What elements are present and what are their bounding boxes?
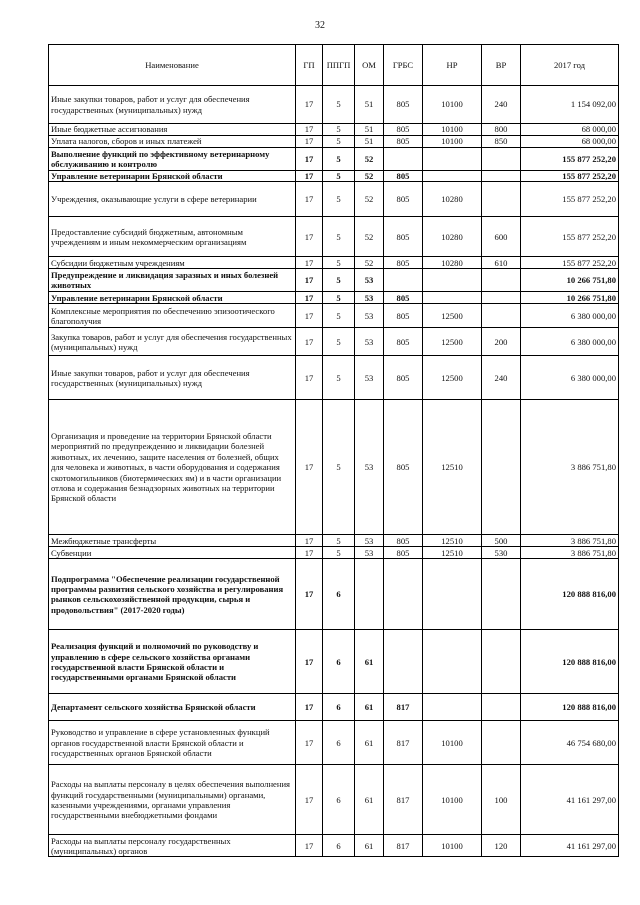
cell-vr (482, 304, 521, 328)
table-row (49, 400, 619, 535)
cell-amount: 3 886 751,80 (521, 547, 619, 559)
cell-nr (423, 171, 482, 182)
cell-grbs: 805 (384, 304, 423, 328)
cell-vr: 200 (482, 328, 521, 356)
cell-om: 52 (355, 257, 384, 269)
cell-om: 53 (355, 547, 384, 559)
cell-name: Субсидии бюджетным учреждениям (49, 257, 296, 269)
cell-amount: 10 266 751,80 (521, 292, 619, 304)
cell-grbs: 805 (384, 257, 423, 269)
cell-name: Управление ветеринарии Брянской области (49, 292, 296, 304)
cell-nr (423, 694, 482, 721)
cell-vr: 800 (482, 124, 521, 136)
cell-name: Субвенции (49, 547, 296, 559)
table-row (49, 328, 619, 356)
table-row (49, 630, 619, 694)
cell-amount: 3 886 751,80 (521, 535, 619, 547)
cell-gp: 17 (296, 257, 323, 269)
cell-nr: 12510 (423, 400, 482, 535)
cell-vr: 610 (482, 257, 521, 269)
cell-gp: 17 (296, 148, 323, 171)
cell-amount: 6 380 000,00 (521, 356, 619, 400)
cell-grbs: 805 (384, 356, 423, 400)
cell-ppgp: 6 (323, 559, 355, 630)
cell-ppgp: 5 (323, 304, 355, 328)
cell-gp: 17 (296, 400, 323, 535)
cell-vr: 240 (482, 86, 521, 124)
cell-name: Уплата налогов, сборов и иных платежей (49, 136, 296, 148)
cell-vr (482, 148, 521, 171)
cell-om: 61 (355, 835, 384, 857)
cell-nr (423, 269, 482, 292)
cell-ppgp: 5 (323, 269, 355, 292)
cell-gp: 17 (296, 217, 323, 257)
cell-amount: 1 154 092,00 (521, 86, 619, 124)
cell-nr: 12510 (423, 535, 482, 547)
header-gp: ГП (296, 45, 323, 86)
table-row (49, 535, 619, 547)
cell-amount: 155 877 252,20 (521, 217, 619, 257)
cell-grbs: 817 (384, 765, 423, 835)
cell-grbs: 805 (384, 124, 423, 136)
table-row (49, 356, 619, 400)
cell-om: 61 (355, 630, 384, 694)
table-row (49, 257, 619, 269)
cell-nr: 10280 (423, 217, 482, 257)
cell-amount: 6 380 000,00 (521, 304, 619, 328)
cell-vr (482, 559, 521, 630)
cell-grbs: 805 (384, 182, 423, 217)
cell-name: Выполнение функций по эффективному ветеринарному обслуживанию и контролю (49, 148, 296, 171)
cell-grbs: 805 (384, 547, 423, 559)
cell-grbs: 805 (384, 292, 423, 304)
cell-om: 52 (355, 171, 384, 182)
cell-ppgp: 5 (323, 328, 355, 356)
cell-nr: 10100 (423, 721, 482, 765)
cell-nr: 12500 (423, 328, 482, 356)
cell-amount: 68 000,00 (521, 136, 619, 148)
cell-nr: 10280 (423, 257, 482, 269)
cell-vr (482, 721, 521, 765)
cell-om (355, 559, 384, 630)
cell-gp: 17 (296, 835, 323, 857)
cell-vr: 600 (482, 217, 521, 257)
cell-gp: 17 (296, 182, 323, 217)
cell-ppgp: 5 (323, 356, 355, 400)
cell-nr: 10280 (423, 182, 482, 217)
cell-amount: 41 161 297,00 (521, 765, 619, 835)
cell-name: Организация и проведение на территории Брянской области мероприятий по предупреждению и ликвидации болезней животных, их лечению, защите населения от болезней, общих для человека и животных, в части оборудования и содержания скотомогильников (биотермических ям) и в части организации отлова и содержания безнадзорных животных на территории Брянской области (49, 400, 296, 535)
cell-grbs: 805 (384, 400, 423, 535)
cell-grbs: 805 (384, 136, 423, 148)
cell-grbs: 805 (384, 86, 423, 124)
cell-amount: 10 266 751,80 (521, 269, 619, 292)
cell-om: 61 (355, 721, 384, 765)
cell-gp: 17 (296, 304, 323, 328)
cell-name: Иные закупки товаров, работ и услуг для обеспечения государственных (муниципальных) нужд (49, 86, 296, 124)
table-row (49, 136, 619, 148)
cell-nr: 12500 (423, 304, 482, 328)
cell-ppgp: 6 (323, 765, 355, 835)
header-ppgp: ППГП (323, 45, 355, 86)
cell-gp: 17 (296, 535, 323, 547)
cell-ppgp: 5 (323, 292, 355, 304)
cell-ppgp: 5 (323, 124, 355, 136)
table-row (49, 547, 619, 559)
cell-om: 53 (355, 292, 384, 304)
cell-gp: 17 (296, 765, 323, 835)
cell-grbs: 817 (384, 835, 423, 857)
header-vr: ВР (482, 45, 521, 86)
cell-ppgp: 6 (323, 630, 355, 694)
table-row (49, 148, 619, 171)
cell-vr: 850 (482, 136, 521, 148)
cell-ppgp: 5 (323, 136, 355, 148)
budget-table (48, 44, 619, 857)
cell-gp: 17 (296, 356, 323, 400)
cell-ppgp: 6 (323, 835, 355, 857)
page-number: 32 (315, 20, 325, 31)
cell-nr (423, 148, 482, 171)
table-row (49, 292, 619, 304)
cell-gp: 17 (296, 171, 323, 182)
cell-ppgp: 5 (323, 400, 355, 535)
header-year: 2017 год (521, 45, 619, 86)
cell-nr: 10100 (423, 124, 482, 136)
header-om: ОМ (355, 45, 384, 86)
cell-ppgp: 6 (323, 721, 355, 765)
table-row (49, 694, 619, 721)
table-row (49, 124, 619, 136)
cell-om: 61 (355, 765, 384, 835)
cell-gp: 17 (296, 559, 323, 630)
cell-om: 51 (355, 136, 384, 148)
cell-amount: 155 877 252,20 (521, 257, 619, 269)
cell-ppgp: 5 (323, 182, 355, 217)
cell-ppgp: 5 (323, 171, 355, 182)
cell-grbs: 805 (384, 217, 423, 257)
cell-gp: 17 (296, 269, 323, 292)
cell-name: Закупка товаров, работ и услуг для обеспечения государственных (муниципальных) нужд (49, 328, 296, 356)
header-grbs: ГРБС (384, 45, 423, 86)
cell-vr: 100 (482, 765, 521, 835)
cell-nr: 12510 (423, 547, 482, 559)
table-row (49, 269, 619, 292)
cell-vr: 500 (482, 535, 521, 547)
cell-om: 53 (355, 535, 384, 547)
cell-nr: 10100 (423, 765, 482, 835)
cell-grbs: 817 (384, 721, 423, 765)
cell-name: Подпрограмма "Обеспечение реализации государственной программы развития сельского хозяйства и регулирования рынков сельскохозяйственной продукции, сырья и продовольствия" (2017-2020 годы) (49, 559, 296, 630)
cell-nr (423, 559, 482, 630)
cell-ppgp: 5 (323, 148, 355, 171)
cell-grbs (384, 148, 423, 171)
cell-om: 53 (355, 328, 384, 356)
table-header-row (49, 45, 619, 86)
cell-name: Межбюджетные трансферты (49, 535, 296, 547)
cell-gp: 17 (296, 630, 323, 694)
cell-grbs: 817 (384, 694, 423, 721)
cell-amount: 120 888 816,00 (521, 630, 619, 694)
cell-ppgp: 6 (323, 694, 355, 721)
cell-gp: 17 (296, 292, 323, 304)
cell-om: 53 (355, 400, 384, 535)
cell-vr (482, 182, 521, 217)
table-row (49, 721, 619, 765)
cell-vr (482, 292, 521, 304)
cell-grbs (384, 559, 423, 630)
cell-vr: 120 (482, 835, 521, 857)
cell-nr: 10100 (423, 835, 482, 857)
cell-grbs: 805 (384, 328, 423, 356)
table-row (49, 217, 619, 257)
cell-nr: 10100 (423, 86, 482, 124)
cell-grbs (384, 269, 423, 292)
cell-om: 52 (355, 217, 384, 257)
cell-amount: 120 888 816,00 (521, 694, 619, 721)
cell-om: 53 (355, 304, 384, 328)
cell-name: Иные закупки товаров, работ и услуг для обеспечения государственных (муниципальных) нужд (49, 356, 296, 400)
cell-ppgp: 5 (323, 257, 355, 269)
cell-grbs (384, 630, 423, 694)
cell-amount: 41 161 297,00 (521, 835, 619, 857)
cell-vr: 240 (482, 356, 521, 400)
cell-om: 53 (355, 269, 384, 292)
cell-grbs: 805 (384, 171, 423, 182)
cell-ppgp: 5 (323, 547, 355, 559)
cell-ppgp: 5 (323, 217, 355, 257)
cell-name: Иные бюджетные ассигнования (49, 124, 296, 136)
cell-ppgp: 5 (323, 535, 355, 547)
cell-name: Учреждения, оказывающие услуги в сфере ветеринарии (49, 182, 296, 217)
cell-vr (482, 171, 521, 182)
cell-amount: 3 886 751,80 (521, 400, 619, 535)
cell-grbs: 805 (384, 535, 423, 547)
cell-gp: 17 (296, 547, 323, 559)
cell-gp: 17 (296, 721, 323, 765)
cell-amount: 120 888 816,00 (521, 559, 619, 630)
cell-name: Реализация функций и полномочий по руководству и управлению в сфере сельского хозяйства органами государственной власти Брянской области и государственными органами Брянской области (49, 630, 296, 694)
table-row (49, 182, 619, 217)
cell-ppgp: 5 (323, 86, 355, 124)
cell-gp: 17 (296, 694, 323, 721)
cell-gp: 17 (296, 136, 323, 148)
table-row (49, 765, 619, 835)
cell-om: 51 (355, 124, 384, 136)
cell-amount: 155 877 252,20 (521, 148, 619, 171)
cell-om: 61 (355, 694, 384, 721)
cell-amount: 46 754 680,00 (521, 721, 619, 765)
cell-om: 53 (355, 356, 384, 400)
cell-vr: 530 (482, 547, 521, 559)
cell-om: 51 (355, 86, 384, 124)
cell-nr (423, 292, 482, 304)
cell-name: Предупреждение и ликвидация заразных и иных болезней животных (49, 269, 296, 292)
cell-vr (482, 694, 521, 721)
cell-name: Управление ветеринарии Брянской области (49, 171, 296, 182)
table-row (49, 86, 619, 124)
cell-vr (482, 400, 521, 535)
cell-amount: 155 877 252,20 (521, 171, 619, 182)
cell-gp: 17 (296, 328, 323, 356)
cell-name: Департамент сельского хозяйства Брянской области (49, 694, 296, 721)
cell-vr (482, 269, 521, 292)
table-row (49, 171, 619, 182)
cell-name: Расходы на выплаты персоналу государственных (муниципальных) органов (49, 835, 296, 857)
header-nr: НР (423, 45, 482, 86)
cell-om: 52 (355, 182, 384, 217)
cell-nr: 12500 (423, 356, 482, 400)
table-row (49, 835, 619, 857)
cell-vr (482, 630, 521, 694)
cell-nr: 10100 (423, 136, 482, 148)
table-row (49, 304, 619, 328)
cell-om: 52 (355, 148, 384, 171)
table-row (49, 559, 619, 630)
cell-name: Расходы на выплаты персоналу в целях обеспечения выполнения функций государственными (муниципальными) органами, казенными учреждениями, органами управления государственными внебюджетными фондами (49, 765, 296, 835)
header-name: Наименование (49, 45, 296, 86)
cell-name: Предоставление субсидий бюджетным, автономным учреждениям и иным некоммерческим организациям (49, 217, 296, 257)
cell-gp: 17 (296, 124, 323, 136)
cell-gp: 17 (296, 86, 323, 124)
cell-nr (423, 630, 482, 694)
cell-amount: 68 000,00 (521, 124, 619, 136)
cell-amount: 6 380 000,00 (521, 328, 619, 356)
cell-name: Комплексные мероприятия по обеспечению эпизоотического благополучия (49, 304, 296, 328)
cell-amount: 155 877 252,20 (521, 182, 619, 217)
cell-name: Руководство и управление в сфере установленных функций органов государственной власти Брянской области и государственных органов Брянской области (49, 721, 296, 765)
